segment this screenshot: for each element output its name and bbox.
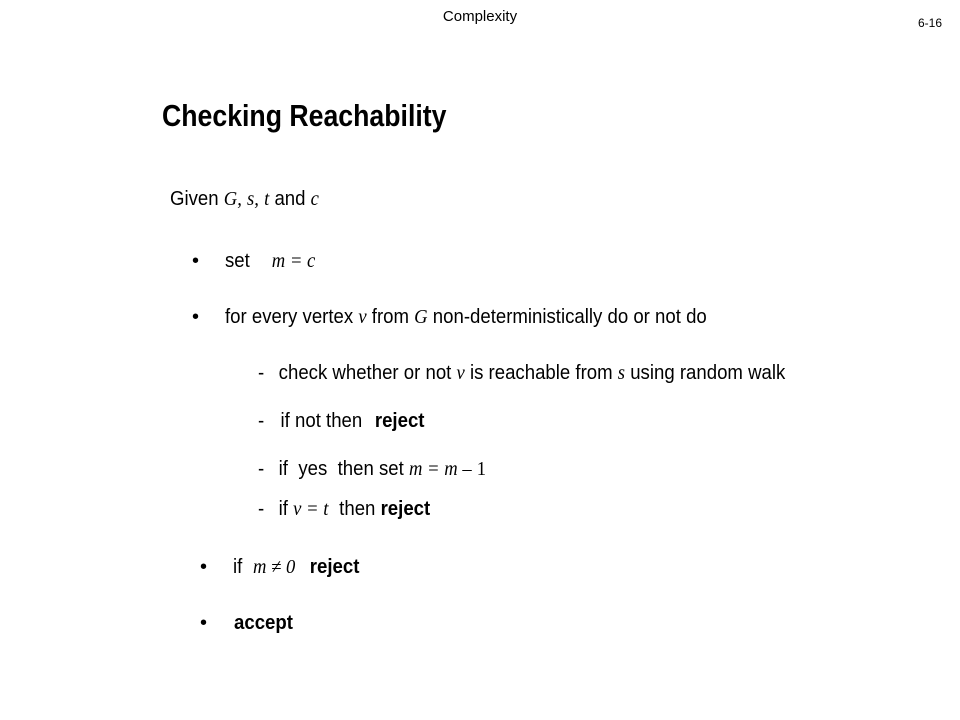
given-var-t: t (264, 188, 270, 210)
if-yes-expr-var: m = m – (408, 458, 472, 480)
for-every-text-b: from (371, 306, 409, 328)
bullet-accept: accept (234, 612, 293, 634)
bullet-marker-set: • (192, 250, 200, 272)
for-every-var-v: v (358, 306, 367, 328)
bullet-marker-for-every: • (192, 306, 200, 328)
if-not-dash: - (258, 410, 265, 432)
check-var-s: s (617, 362, 626, 384)
bullet-set (225, 250, 315, 273)
for-every-text-a: for every vertex (225, 306, 354, 328)
set-label: set (225, 250, 250, 272)
substep-check (258, 362, 785, 385)
bullet-marker-if-m: • (200, 556, 208, 578)
if-v-t-expr: v = t (293, 498, 329, 520)
check-dash: - (258, 362, 265, 384)
bullet-for-every (225, 306, 707, 329)
if-not-action: reject (374, 410, 425, 432)
check-var-v: v (456, 362, 465, 384)
if-m-text-if: if (233, 556, 243, 578)
page-number: 6-16 (917, 16, 942, 30)
set-expr: m = c (271, 250, 316, 272)
bullet-if-m (233, 556, 359, 579)
for-every-var-g: G (414, 306, 428, 328)
if-yes-expr-num: 1 (476, 458, 487, 480)
substep-if-not (258, 410, 424, 433)
bullet-marker-accept: • (200, 612, 208, 634)
given-var-s: s, (247, 188, 259, 210)
substep-if-v-t (258, 498, 430, 521)
check-text-c: using random walk (630, 362, 786, 384)
substep-if-yes (258, 458, 486, 481)
if-v-t-text-if: if (278, 498, 288, 520)
given-var-g: G, (223, 188, 242, 210)
if-v-t-text-then: then (339, 498, 376, 520)
given-line (170, 188, 319, 211)
given-var-c: c (310, 188, 319, 210)
given-label: Given (170, 188, 219, 210)
if-m-action: reject (309, 556, 360, 578)
if-not-text: if not then (280, 410, 363, 432)
for-every-text-c: non-deterministically do or not do (432, 306, 707, 328)
slide-title: Checking Reachability (162, 98, 447, 133)
if-v-t-action: reject (380, 498, 431, 520)
if-yes-text: if yes then set (278, 458, 404, 480)
check-text-b: is reachable from (469, 362, 613, 384)
given-and: and (274, 188, 306, 210)
header-title: Complexity (442, 8, 518, 25)
if-yes-dash: - (258, 458, 265, 480)
if-v-t-dash: - (258, 498, 265, 520)
check-text-a: check whether or not (278, 362, 452, 384)
if-m-expr: m ≠ 0 (253, 556, 296, 578)
